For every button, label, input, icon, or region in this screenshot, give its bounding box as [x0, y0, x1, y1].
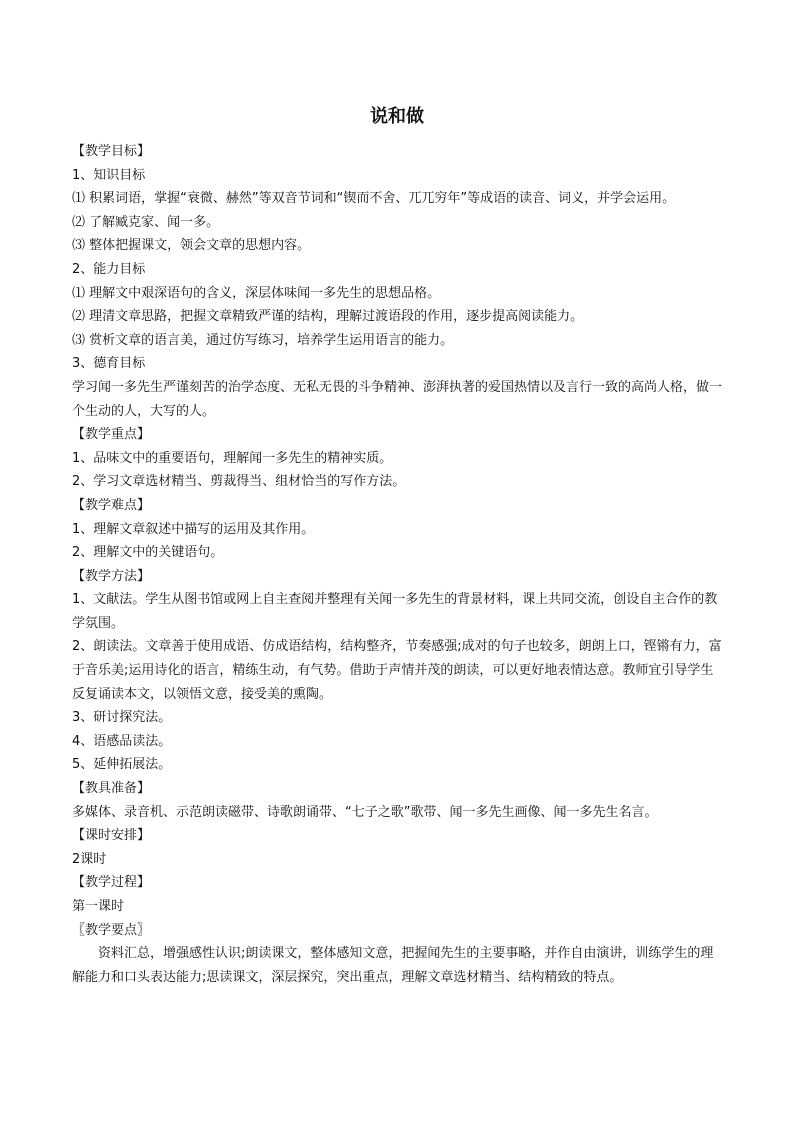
moral-goal-paragraph: 学习闻一多先生严谨刻苦的治学态度、无私无畏的斗争精神、澎湃执著的爱国热情以及言行一致的高尚人格，做一个生动的人，大写的人。 — [72, 379, 723, 419]
method-item: 4、语感品读法。 — [72, 733, 172, 749]
subheading-ability-goals: 2、能力目标 — [72, 261, 146, 277]
section-heading-materials: 【教具准备】 — [72, 781, 151, 797]
document-body — [72, 140, 724, 989]
section-heading-methods: 【教学方法】 — [72, 568, 151, 584]
knowledge-goal-item: ⑶ 整体把握课文，领会文章的思想内容。 — [72, 238, 311, 254]
method-item: 1、文献法。学生从图书馆或网上自主查阅并整理有关闻一多先生的背景材料，课上共同交流，创设自主合作的教学氛围。 — [72, 592, 718, 631]
section-heading-process: 【教学过程】 — [72, 875, 151, 891]
subheading-knowledge-goals: 1、知识目标 — [72, 167, 146, 183]
lesson-label: 第一课时 — [72, 899, 125, 914]
schedule-value: 2课时 — [72, 851, 107, 867]
key-point-item: 1、品味文中的重要语句，理解闻一多先生的精神实质。 — [72, 450, 393, 466]
section-heading-schedule: 【课时安排】 — [72, 828, 151, 844]
key-point-item: 2、学习文章选材精当、剪裁得当、组材恰当的写作方法。 — [72, 474, 406, 490]
subheading-key-points: 〖教学要点〗 — [72, 922, 151, 938]
section-heading-difficulties: 【教学难点】 — [72, 497, 151, 513]
ability-goal-item: ⑴ 理解文中艰深语句的含义，深层体味闻一多先生的思想品格。 — [72, 285, 441, 301]
key-points-paragraph: 资料汇总，增强感性认识;朗读课文，整体感知文意，把握闻先生的主要事略，并作自由演讲，训练学生的理解能力和口头表达能力;思读课文，深层探究，突出重点，理解文章选材精当、结构精致的特点。 — [72, 946, 714, 985]
knowledge-goal-item: ⑴ 积累词语，掌握“衰微、赫然”等双音节词和“锲而不舍、兀兀穷年”等成语的读音、词义，并学会运用。 — [72, 191, 676, 207]
difficulty-item: 1、理解文章叙述中描写的运用及其作用。 — [72, 521, 315, 537]
section-heading-teaching-goals: 【教学目标】 — [72, 144, 151, 159]
method-item: 2、朗读法。文章善于使用成语、仿成语结构，结构整齐，节奏感强;成对的句子也较多，朗朗上口，铿锵有力，富于音乐美;运用诗化的语言，精练生动，有气势。借助于声情并茂的朗读，可以更好地表情达意。教师宜引导学生反复诵读本文，以领悟文意，接受美的熏陶。 — [72, 639, 722, 702]
section-heading-key-points: 【教学重点】 — [72, 427, 151, 443]
knowledge-goal-item: ⑵ 了解臧克家、闻一多。 — [72, 214, 220, 230]
document-title: 说和做 — [370, 106, 424, 127]
subheading-moral-goals: 3、德育目标 — [72, 356, 146, 372]
ability-goal-item: ⑵ 理清文章思路，把握文章精致严谨的结构，理解过渡语段的作用，逐步提高阅读能力。 — [72, 309, 584, 325]
ability-goal-item: ⑶ 赏析文章的语言美，通过仿写练习，培养学生运用语言的能力。 — [72, 332, 454, 348]
difficulty-item: 2、理解文中的关键语句。 — [72, 545, 224, 561]
materials-paragraph: 多媒体、录音机、示范朗读磁带、诗歌朗诵带、“七子之歌”歌带、闻一多先生画像、闻一多先生名言。 — [72, 804, 658, 820]
method-item: 3、研讨探究法。 — [72, 710, 172, 726]
method-item: 5、延伸拓展法。 — [72, 757, 172, 773]
